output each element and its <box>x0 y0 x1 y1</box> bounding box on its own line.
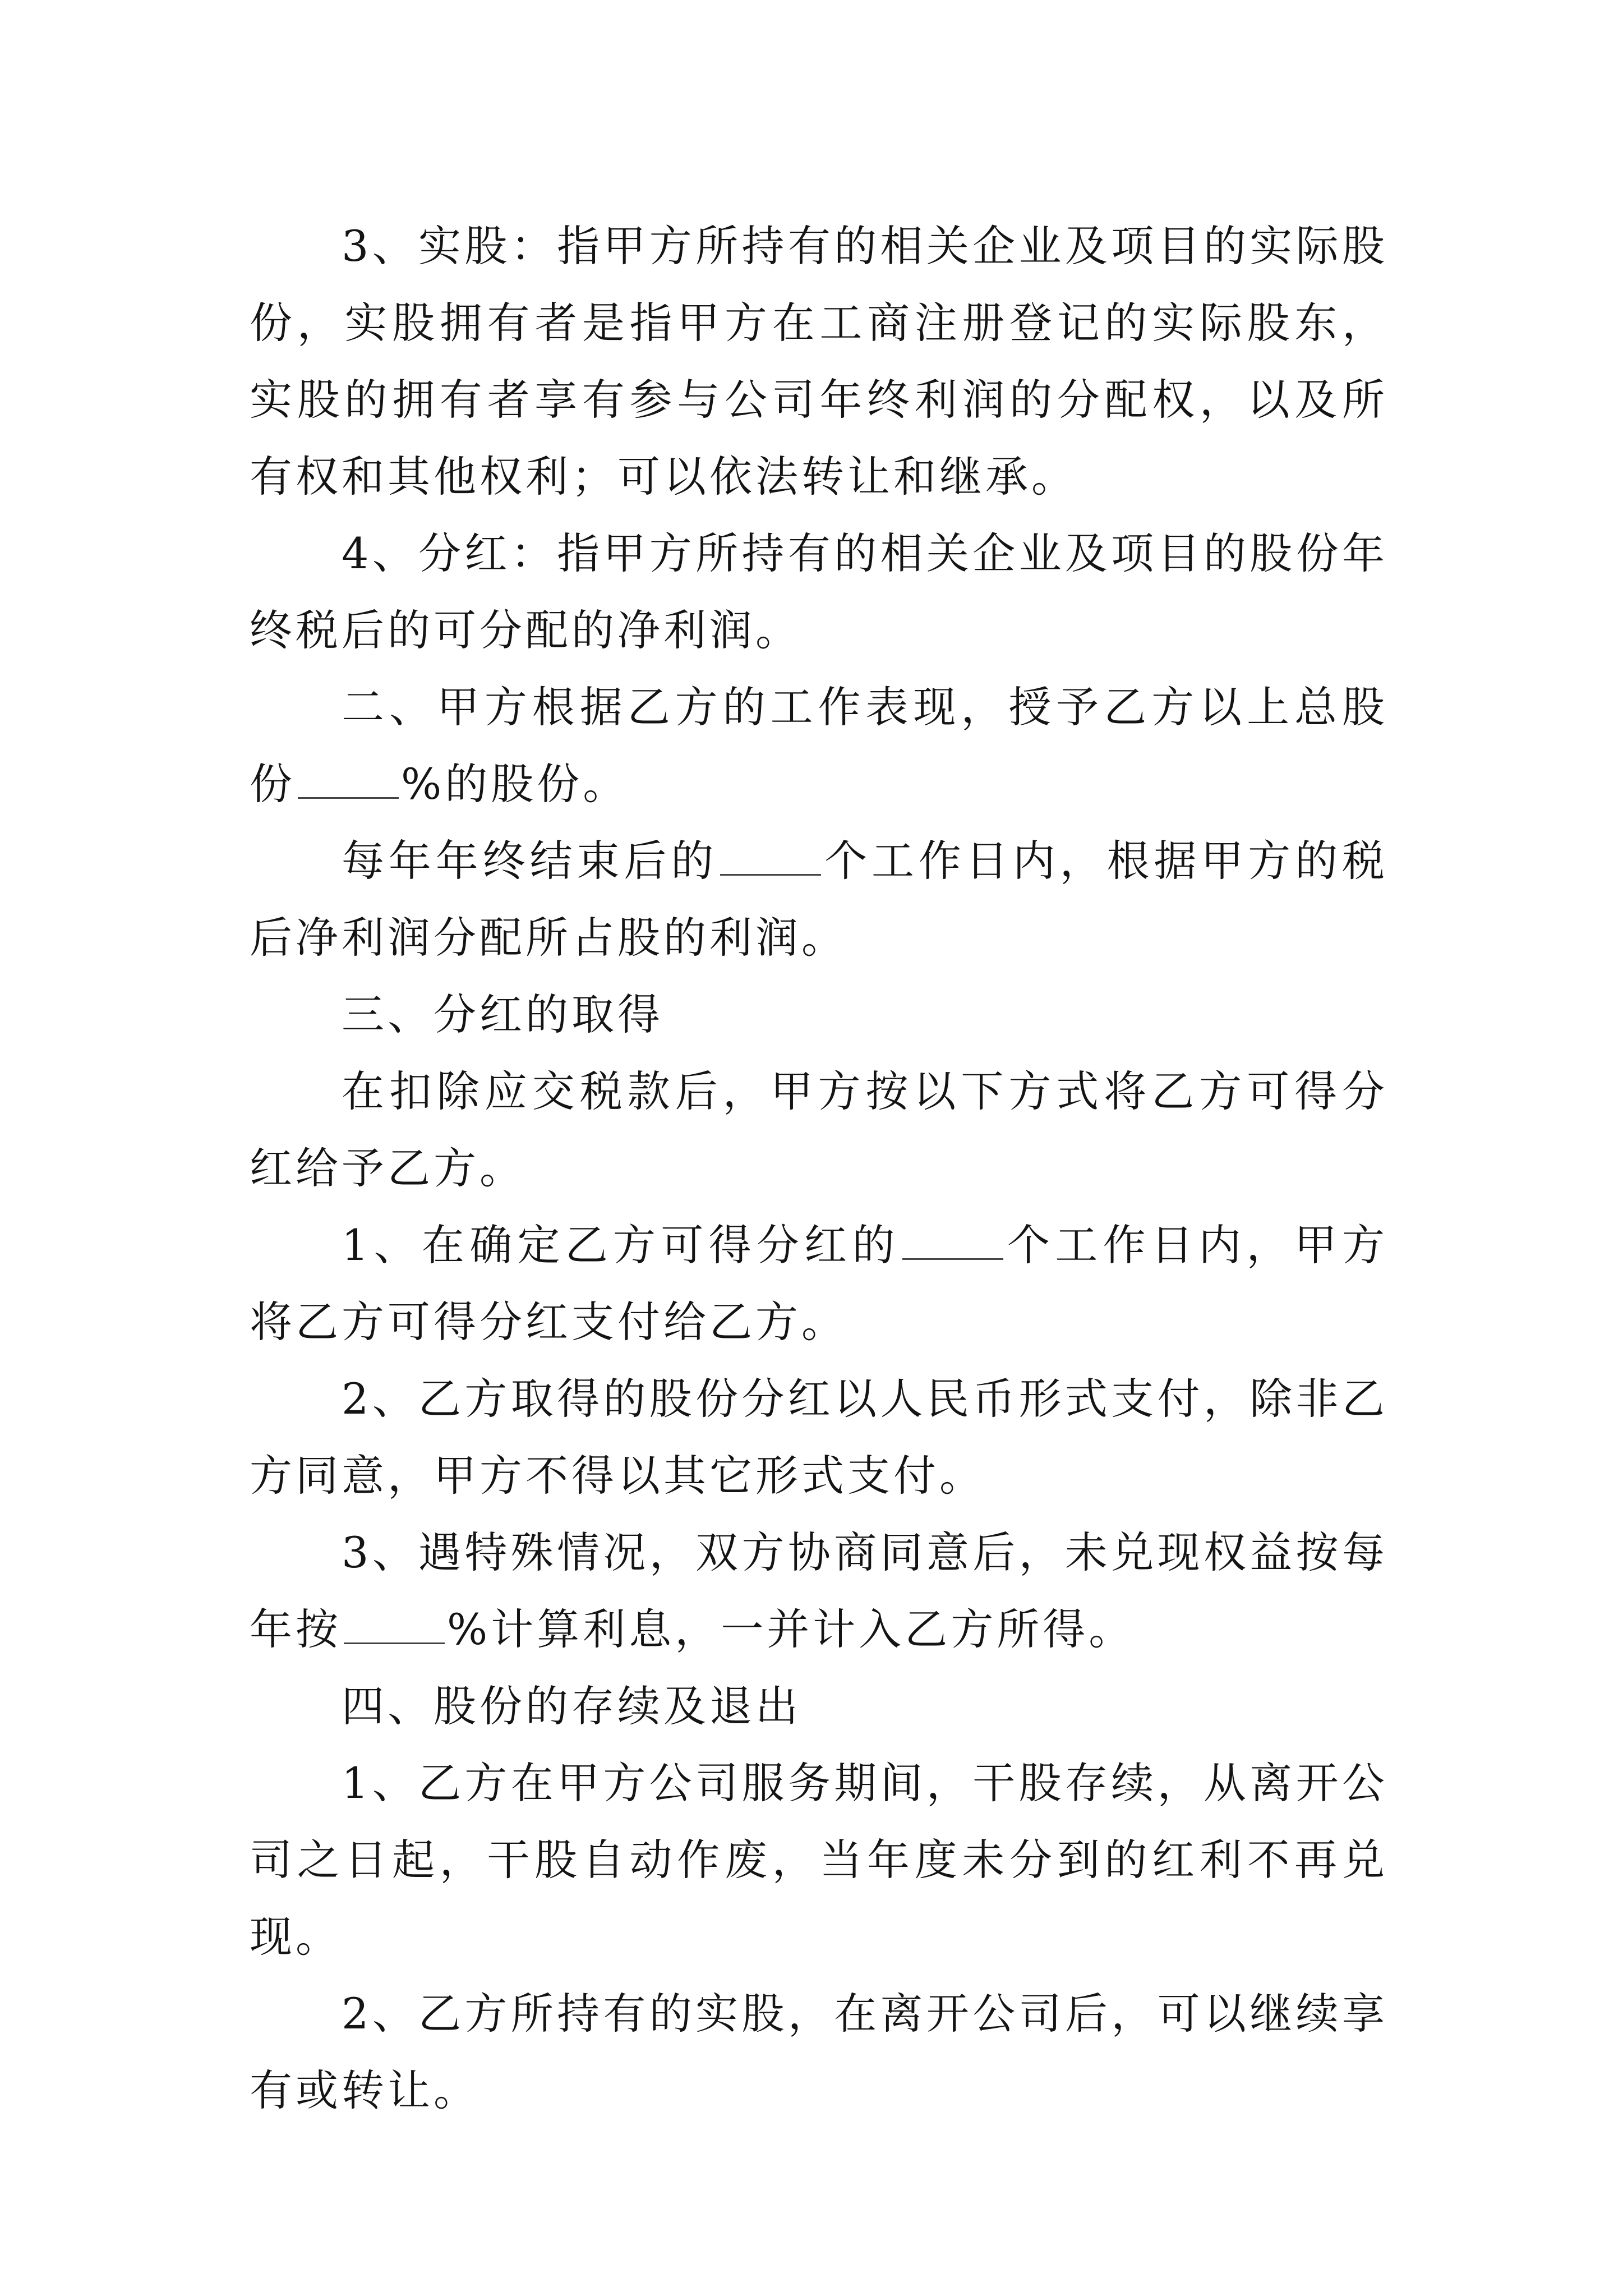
share-grant-suffix: %的股份。 <box>401 759 629 809</box>
paragraph-dividend-definition: 4、分红：指甲方所持有的相关企业及项目的股份年终税后的可分配的净利润。 <box>250 528 1388 655</box>
document-body <box>250 208 1388 2129</box>
paragraph-interest <box>250 1514 1388 1668</box>
share-grant-text: 二、甲方根据乙方的工作表现，授予乙方以上总股份 <box>250 682 1388 809</box>
payment-deadline-text: 1、在确定乙方可得分红的 <box>342 1220 900 1270</box>
paragraph-share-grant <box>250 669 1388 822</box>
paragraph-real-shares-definition: 3、实股：指甲方所持有的相关企业及项目的实际股份，实股拥有者是指甲方在工商注册登记的实际股东，实股的拥有者享有参与公司年终利润的分配权，以及所有权和其他权利；可以依法转让和继承。 <box>250 221 1388 501</box>
interest-suffix: %计算利息，一并计入乙方所得。 <box>447 1604 1135 1654</box>
payment-days-blank <box>902 1220 1003 1260</box>
annual-distribution-text: 每年年终结束后的 <box>342 836 718 886</box>
paragraph-payment-currency: 2、乙方取得的股份分红以人民币形式支付，除非乙方同意，甲方不得以其它形式支付。 <box>250 1374 1388 1501</box>
interest-text: 3、遇特殊情况，双方协商同意后，未兑现权益按每年按 <box>250 1527 1388 1654</box>
paragraph-tax-deduction: 在扣除应交税款后，甲方按以下方式将乙方可得分红给予乙方。 <box>250 1066 1388 1193</box>
section-heading-dividend-acquisition: 三、分红的取得 <box>342 990 663 1039</box>
workdays-blank <box>720 836 821 876</box>
paragraph-real-shares-retention: 2、乙方所持有的实股，在离开公司后，可以继续享有或转让。 <box>250 1989 1388 2115</box>
paragraph-payment-deadline <box>250 1207 1388 1360</box>
share-percent-blank <box>298 759 399 799</box>
interest-percent-blank <box>344 1604 445 1644</box>
payment-deadline-suffix: 个工作日内，甲方将乙方可得分红支付给乙方。 <box>250 1220 1389 1347</box>
paragraph-annual-distribution <box>250 822 1388 976</box>
section-heading-shares-continuation: 四、股份的存续及退出 <box>342 1681 801 1731</box>
annual-distribution-suffix: 个工作日内，根据甲方的税后净利润分配所占股的利润。 <box>250 836 1389 963</box>
paragraph-dry-shares: 1、乙方在甲方公司服务期间，干股存续，从离开公司之日起，干股自动作废，当年度未分到的红利不再兑现。 <box>250 1758 1388 1962</box>
